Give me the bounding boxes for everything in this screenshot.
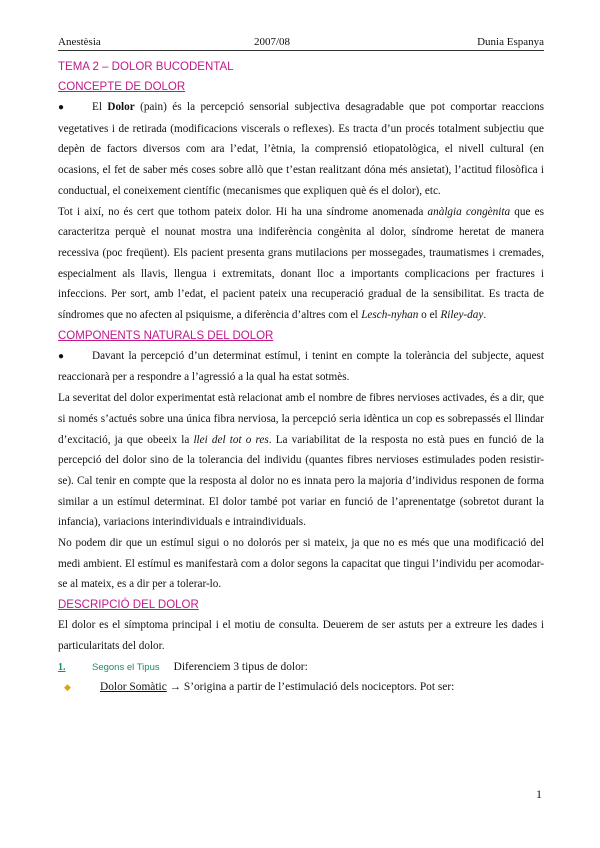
page-number: 1	[536, 787, 542, 801]
section-heading-components: COMPONENTS NATURALS DEL DOLOR	[58, 329, 274, 342]
diamond-bullet-icon: ◆	[64, 681, 71, 692]
page-header	[58, 36, 544, 51]
section-heading-descripcio: DESCRIPCIÓ DEL DOLOR	[58, 599, 199, 612]
list-item-tipus: 1. Segons el Tipus Diferenciem 3 tipus de dolor:	[58, 657, 544, 677]
paragraph-tolerancia: No podem dir que un estímul sigui o no dolorós per si mateix, ja que no es més que una modificació del medi ambient. El estímul es manifestarà com a dolor segons la capacitat que tingui l’individu per acomodar-se al mateix, es a dir per a tolerar-lo.	[58, 537, 544, 591]
paragraph-simptoma: El dolor es el símptoma principal i el motiu de consulta. Deuerem de ser astuts per a extreure les dades i particularitats del dolor.	[58, 619, 544, 652]
document-body	[58, 56, 544, 697]
paragraph-analgia: Tot i així, no és cert que tothom pateix dolor. Hi ha una síndrome anomenada anàlgia congènita que es caracteritza perquè el nounat mostra una indiferència congènita al dolor, síndrome heretat de manera recessiva (poc freqüent). Els pacient presenta grans mutilacions per mossegades, traumatismes i cremades, especialment als llavis, llengua i extremitats, donant lloc a importants complicacions per fractures i infeccions. Per sort, amb l’edat, el pacient pateix una recuperació gradual de la sensibilitat. Es tracta de síndromes que no afecten al psiquisme, a diferència d’altres com el Lesch-nyhan o el Riley-day.	[58, 205, 544, 322]
paragraph-definition: ● El Dolor (pain) és la percepció sensorial subjectiva desagradable que pot comportar reaccions vegetatives i de retirada (modificacions viscerals o reflexes). Es tracta d’un procés totalment subjectiu que depèn de factors diversos com ara l’edat, l’ètnia, la comprensió etiopatològica, el nivell cultural (en ocasions, el fet de saber més coses sobre allò que t’estan realitzant dóna més ansietat), l’actitud filosòfica i conductual, el coneixement científic (mecanismes que expliquen què és el dolor), etc.	[58, 97, 544, 202]
bullet-icon: ●	[58, 350, 65, 362]
document-title: TEMA 2 – DOLOR BUCODENTAL	[58, 61, 234, 73]
list-label: Segons el Tipus	[92, 661, 160, 673]
term-dolor: Dolor	[107, 101, 135, 113]
header-subject: Anestèsia	[58, 36, 101, 48]
paragraph-estimul: ● Davant la percepció d’un determinat estímul, i tenint en compte la tolerància del subjecte, aquest reaccionarà per a respondre a l’agressió a la qual ha estat sotmès.	[58, 346, 544, 388]
term-dolor-somatic: Dolor Somàtic	[100, 680, 167, 693]
bullet-icon: ●	[58, 102, 65, 113]
sublist-item-somatic: ◆ Dolor Somàtic → S’origina a partir de l’estimulació dels nociceptors. Pot ser:	[58, 677, 544, 697]
section-heading-concepte: CONCEPTE DE DOLOR	[58, 81, 186, 93]
header-author: Dunia Espanya	[477, 36, 544, 48]
arrow-icon: →	[169, 680, 182, 693]
list-number: 1.	[58, 661, 66, 673]
header-year: 2007/08	[254, 36, 291, 48]
paragraph-severitat: La severitat del dolor experimentat està relacionat amb el nombre de fibres nervioses activades, és a dir, que si només s’actués sobre una única fibra nerviosa, la percepció seria idèntica un cop es sobrepassés el llindar d’excitació, ja que obeeix la llei del tot o res. La variabilitat de la resposta no està pues en funció de la percepció del dolor sino de la tolerancia del individu (quantes fibres nervioses estimulades poden resistir-se). Cal tenir en compte que la resposta al dolor no es innata pero la majoria d’individus responen de forma similar a un estímul determinat. El dolor també pot variar en funció de l’aprenentatge (sobretot durant la infancia), variacions interindividuals e intraindividuals.	[58, 392, 544, 529]
